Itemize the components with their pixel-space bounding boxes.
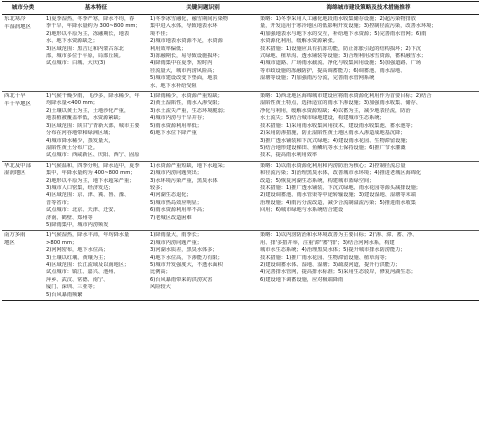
text-line: 3)城市人口密集，经济发达； <box>46 184 114 191</box>
text-line: 南方多雨 <box>4 232 26 239</box>
text-line: 较多； <box>150 184 166 191</box>
text-line: 量，开发适用于寒冷地区的低影响开发设施；3)控制径流污染，改善水环境； <box>260 23 437 30</box>
text-line: 5)城市建设改变下垫面，地表 <box>150 75 218 82</box>
cell-region <box>2 161 44 231</box>
text-line: 5)台风暴雨频繁 <box>46 291 83 298</box>
text-line: 和径流污染；3)治理黑臭水体，改善城市水环境；4)推进老城区海绵化 <box>260 170 422 177</box>
text-line: 试点城市：北京、天津、迁安、 <box>46 207 119 214</box>
text-line: 2)黄土湿陷性，雨水入渗受限； <box>150 100 223 107</box>
cell-strategies <box>258 15 479 92</box>
text-line: 华北及中部 <box>4 162 31 169</box>
cell-strategies <box>258 231 479 301</box>
text-line: 等市政设施的冻融防护，提高调蓄能力；6)调蓄池、雨水湿地、 <box>260 67 406 74</box>
cell-key-issues <box>148 92 258 162</box>
text-line: 1)降雨稀少，水资源严重短缺； <box>150 93 223 100</box>
text-line: 3)区域范围：黑吉辽和内蒙古东北 <box>46 45 124 52</box>
text-line: 2)建设调蓄池、雨水管渠等中途转输设施；3)建设湿地、湿塘等末端 <box>260 192 416 199</box>
text-line: 2)城市地表水资源不足，水资源 <box>150 38 223 45</box>
text-line: 策略：1)以雨水资源化利用和内涝防治为核心；2)控制径流总量 <box>260 162 406 169</box>
text-line: 策略：1)西北地区海绵城市建设应将雨水资源化利用作为首要目标；2)结合 <box>260 93 432 100</box>
text-line: 半干旱地区 <box>4 100 31 107</box>
table-row <box>2 92 479 162</box>
text-line: 2)城市内涝问题严重； <box>150 239 203 246</box>
text-line: >800 mm； <box>46 239 78 246</box>
text-line: 4)区域范围：京、津、冀、鲁、豫、 <box>46 192 130 199</box>
text-line: 3)水土流失严重，生态环境脆弱； <box>150 107 228 114</box>
text-line: 技术措施：1)推广透水铺装、下沉式绿地、雨水花园等源头减排设施； <box>260 184 421 191</box>
strategy-table <box>2 1 479 301</box>
text-line: 改造；5)恢复河湖生态系统，构建城市蓝绿空间； <box>260 177 375 184</box>
text-line: 试点城市：白城、大庆(3) <box>46 60 106 67</box>
text-line: 2)城市内涝问题突出； <box>150 170 203 177</box>
text-line: 3)水环境污染严重，黑臭水体 <box>150 177 218 184</box>
text-line: 回用；6)城市绿地与水系统结合建设 <box>260 207 344 214</box>
cell-basic-features <box>44 92 148 162</box>
text-line: 5)雨水资源利用率低； <box>150 122 203 129</box>
text-line: 3)冻融期长，易导致设施损坏； <box>150 53 223 60</box>
cell-key-issues <box>148 15 258 92</box>
table-body <box>2 15 479 301</box>
cell-basic-features <box>44 161 148 231</box>
text-line: 集中进入水体，导致地表水环 <box>150 23 218 30</box>
text-line: 5)结合地形建设梯田、鱼鳞坑等水土保持设施；6)推广节水灌溉 <box>260 144 406 151</box>
text-line: 径流量大，城市内涝风险高； <box>150 67 218 74</box>
text-line: 风险较大 <box>150 284 171 291</box>
text-line: 水、地下水资源缺乏； <box>46 38 98 45</box>
text-line: 2)地形以平原为主，地下水超采严重； <box>46 177 135 184</box>
text-line: 3)河湖水质差，黑臭水体多； <box>150 247 218 254</box>
cell-region <box>2 92 44 162</box>
text-line: 厦门、深圳、三亚等； <box>46 284 98 291</box>
text-line: 湿陷性黄土特点，选择适宜的雨水下渗设施；3)加强雨水收集、储存、 <box>260 100 421 107</box>
text-line: 湿润地区 <box>4 170 26 177</box>
text-line: 济南、鹤壁、郑州等 <box>46 214 93 221</box>
text-line: 湿陷性黄土分布广泛。 <box>46 144 98 151</box>
text-line: 半湿润地区 <box>4 23 31 30</box>
text-line: 2)地形以平原为主，冻融期长，地表 <box>46 30 130 37</box>
text-line: 2)土壤以黄土为主，土地沙化严重， <box>46 107 130 114</box>
text-line: 境不佳； <box>150 30 171 37</box>
text-line: 分布在河谷地带和绿洲区域； <box>46 130 114 137</box>
text-line: 技术措施：1)推广雨水花园、生物滞留设施、植草沟等； <box>260 254 390 261</box>
text-line: 5)城市热岛效应明显； <box>150 199 203 206</box>
text-line: 3)土壤以红壤、黄壤为主； <box>46 254 109 261</box>
text-line: 6)建设地下调蓄设施，应对极端降雨 <box>260 276 344 283</box>
text-line: 部，城市多位于平原，局部丘陵。 <box>46 53 124 60</box>
text-line: 6)台风暴雨带来的洪涝灾害 <box>150 276 213 283</box>
text-line: 4)河湖生态退化； <box>150 192 192 199</box>
text-line: 4)地下水位高，下渗能力有限； <box>150 254 223 261</box>
text-line: 技术措施：1)采用雨水收集回用技术，建设雨水收集池、蓄水池等； <box>260 122 416 129</box>
table-header-row <box>2 2 479 15</box>
text-line: 4)城市道路、广场雨水截流、净化与收集回用设施；5)加强道路、广场 <box>260 60 422 67</box>
text-line: 比例高； <box>150 269 171 276</box>
text-line: 用、排'多措并举，注重'滞''蓄''排'；3)结合河网水系，构建 <box>260 239 395 246</box>
text-line: 6)雨水资源利用率不高； <box>150 207 208 214</box>
text-line: 策略：1)冬季采用人工融化地段雨水收集储存设施；2)超污染物排放 <box>260 16 416 22</box>
text-line: 水、地下水补给受阻 <box>150 82 197 89</box>
cell-strategies <box>258 92 479 162</box>
text-line: 地表植被覆盖率低，水资源紧缺； <box>46 115 124 122</box>
text-line: 6)地下水位下降严重 <box>150 130 197 137</box>
header-basic-features: 基本特征 <box>44 2 148 15</box>
text-line: 4)完善排水管网，提高排水标准；5)采用生态驳岸，修复河湖生态； <box>260 269 416 276</box>
text-line: 式绿地、植草沟、透水铺装等设施；3)合理利用冰雪资源，蓄积融雪水； <box>260 53 427 60</box>
cell-key-issues <box>148 161 258 231</box>
text-line: 集中，年降水量约为 400~800 mm； <box>46 170 136 177</box>
text-line: 水资源化利用，缓解水资源紧张。 <box>260 38 338 45</box>
text-line: 4)加强地表水与地下水的交互，补给地下水资源；5)完善雨水管网；6)雨 <box>260 30 427 37</box>
header-key-issues: 关键问题识别 <box>148 2 258 15</box>
cell-basic-features <box>44 15 148 92</box>
text-line: 2)河网密布，地下水位高； <box>46 247 109 254</box>
text-line: 4)区域范围：长江流域及以南地区； <box>46 262 130 268</box>
text-line: 策略：1)以内涝防治和水环境改善为主要目标；2)'渗、滞、蓄、净、 <box>260 232 418 239</box>
text-line: 1)气候干燥少雨，飞沙多，降水稀少，年 <box>46 93 140 100</box>
text-line: 技术措施：1)设施应具有抗冻功能，防止冻胀引起的结构损坏；2)下沉 <box>260 45 422 52</box>
text-line: 4)城市降水稀少，蒸发量大， <box>46 137 114 144</box>
text-line: 东北寒冷 <box>4 16 26 22</box>
text-line: 治理设施；4)雨污分流改造，减少合流制溢流污染；5)推进雨水收集 <box>260 199 416 206</box>
text-line: 3)区域范围：陕甘宁青新大部，城市主要 <box>46 122 140 129</box>
text-line: 技术，提高雨水利用效率 <box>260 152 318 159</box>
text-line: 净化与利用，缓解水资源短缺；4)以蓄为主，减少地表径流，防治 <box>260 107 411 114</box>
text-line: 5)城市开发强度大，不透水面积 <box>150 262 223 268</box>
text-line: 5)降雨集中，城市内涝频发 <box>46 221 109 228</box>
text-line: 1)水资源严重短缺，地下水超采； <box>150 162 228 169</box>
cell-key-issues <box>148 231 258 301</box>
text-line: 均降水量<400 mm； <box>46 100 98 107</box>
table-row <box>2 15 479 92</box>
cell-strategies <box>258 161 479 231</box>
table-row <box>2 231 479 301</box>
text-line: 晋等省市； <box>46 199 72 206</box>
text-line: 3)推广透水铺装和下沉式绿地；4)建设雨水花园、生物滞留设施； <box>260 137 411 144</box>
text-line: 1)气候湿热，降水丰沛，年均降水量 <box>46 232 130 239</box>
text-line: 水土流失；5)结合城市绿地建设，构建城市生态系统； <box>260 115 385 122</box>
text-line: 2)采用防渗措施，防止湿陷性黄土地区雨水入渗造成地基沉降； <box>260 130 406 137</box>
text-line: 7)老城区改造困难 <box>150 214 192 221</box>
text-line: 1)降雨量大，雨季长； <box>150 232 203 239</box>
text-line: 湿塘等设施；7)加强雨污分流，完善雨水管网系统 <box>260 75 375 82</box>
text-line: 4)降雨集中在夏季，短时内 <box>150 60 213 67</box>
text-line: 城市水生态系统；4)治理黑臭水体；5)提升城市排水防涝能力； <box>260 247 406 254</box>
text-line: 试点城市：西咸新区、庆阳、西宁、固原 <box>46 152 140 159</box>
text-line: 西北干旱 <box>4 93 26 100</box>
text-line: 地区 <box>4 239 15 246</box>
text-line: 2)建设调蓄水体、湿地、湿塘；3)疏浚河道，提升行洪能力； <box>260 262 401 268</box>
header-strategies: 海绵城市建设策略及技术措施推荐 <box>258 2 479 15</box>
cell-region <box>2 231 44 301</box>
cell-basic-features <box>44 231 148 301</box>
text-line: 利用效率偏低； <box>150 45 187 52</box>
cell-region <box>2 15 44 92</box>
text-line: 萍乡、武汉、常德、南宁、 <box>46 276 109 283</box>
text-line: 4)城市内涝与干旱并存； <box>150 115 208 122</box>
table-row <box>2 161 479 231</box>
text-line: 季干旱，年降水量约为 300~800 mm； <box>46 23 141 30</box>
text-line: 1)气候温和，四季分明，降水适中，夏季 <box>46 162 140 169</box>
header-city-category: 城市分类 <box>2 2 44 15</box>
text-line: 1)夏季湿热，冬季严寒，降水不均，春 <box>46 16 135 22</box>
text-line: 1)冬季冰雪融化，融雪期间污染物 <box>150 16 228 22</box>
text-line: 试点城市：镇江、嘉兴、池州、 <box>46 269 119 276</box>
